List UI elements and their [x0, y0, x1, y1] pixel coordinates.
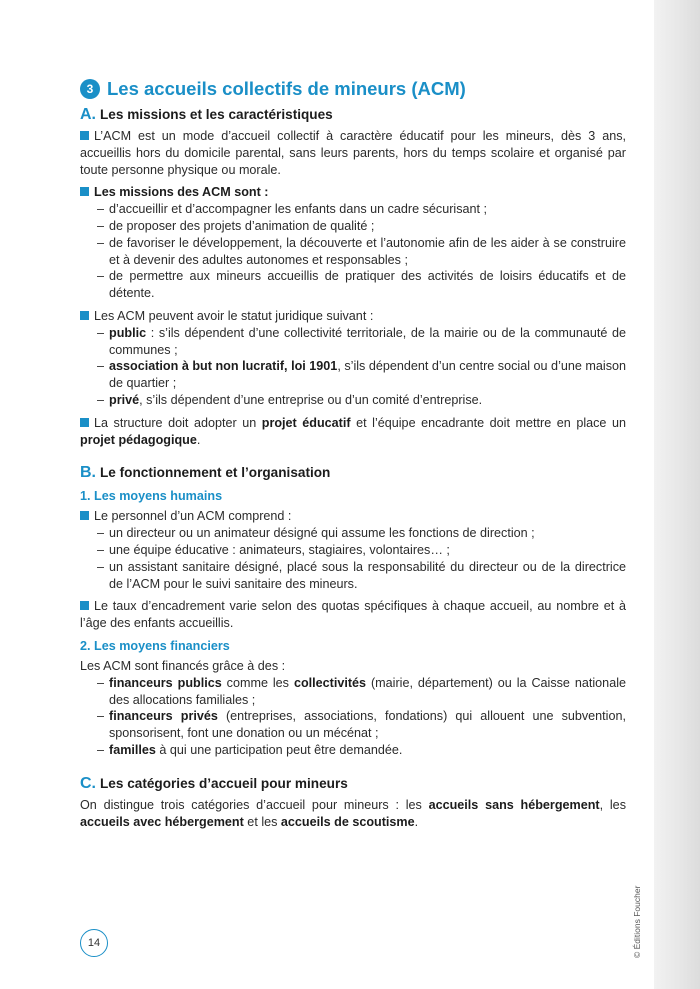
list-item: [97, 675, 626, 709]
bullet-square-icon: [80, 311, 89, 320]
list-item: [97, 708, 626, 742]
categories-text-1: On distingue trois catégories d’accueil pour mineurs : les: [80, 797, 429, 812]
section-a-heading: [80, 106, 626, 124]
acm-definition-text: L’ACM est un mode d’accueil collectif à caractère éducatif pour les mineurs, dès 3 ans, accueillis hors du domicile parental, sans leurs parents, hors du temps scolaire et organisé par toute personne physique ou morale.: [80, 129, 626, 177]
categories-bold-1: accueils sans hébergement: [428, 797, 600, 812]
ratio-text: Le taux d’encadrement varie selon des quotas spécifiques à chaque accueil, au nombre et à l’âge des enfants accueillis.: [80, 599, 626, 631]
status-intro: [80, 308, 626, 325]
fin-collectivites-label: collectivités: [293, 675, 367, 690]
status-association-label: association à but non lucratif, loi 1901: [109, 359, 338, 374]
status-public-text: : s’ils dépendent d’une collectivité territoriale, de la mairie ou de la communauté de communes ;: [109, 325, 626, 357]
categories-text-4: .: [414, 814, 419, 829]
chapter-title: [80, 78, 626, 100]
status-public-label: public: [109, 325, 147, 340]
bullet-square-icon: [80, 511, 89, 520]
missions-intro: [80, 184, 626, 201]
financing-list: [80, 675, 626, 759]
staff-intro: [80, 508, 626, 525]
ratio-paragraph: [80, 598, 626, 632]
subsection-financial-means: 2. Les moyens financiers: [80, 638, 230, 653]
categories-text-2: , les: [599, 797, 626, 812]
bullet-square-icon: [80, 418, 89, 427]
fin-families-label: familles: [109, 742, 156, 757]
list-item: – de permettre aux mineurs accueillis de pratiquer des activités de loisirs éducatifs et de détente.: [97, 268, 626, 302]
categories-paragraph: [80, 797, 626, 831]
section-b-letter: B.: [80, 464, 96, 482]
fin-private-text: (entreprises, associations, fondations) qui allouent une subvention, sponsorisent, font une donation ou un mécénat ;: [109, 709, 626, 741]
list-item: [97, 392, 626, 409]
section-a-title: Les missions et les caractéristiques: [100, 107, 333, 122]
list-item: – une équipe éducative : animateurs, stagiaires, volontaires… ;: [97, 542, 626, 559]
structure-bold-1: projet éducatif: [261, 415, 351, 430]
list-item: – de favoriser le développement, la découverte et l’autonomie afin de les aider à se construire et à devenir des adultes autonomes et responsables ;: [97, 235, 626, 269]
page-content: [80, 78, 626, 830]
page-gutter-shadow: [654, 0, 700, 989]
staff-list: [80, 525, 626, 592]
categories-bold-2: accueils avec hébergement: [80, 814, 244, 829]
structure-text-3: .: [196, 432, 201, 447]
status-intro-text: Les ACM peuvent avoir le statut juridique suivant :: [94, 308, 374, 323]
structure-bold-2: projet pédagogique: [80, 432, 197, 447]
list-item: – un directeur ou un animateur désigné qui assume les fonctions de direction ;: [97, 525, 626, 542]
subsection-human-means: 1. Les moyens humains: [80, 489, 223, 504]
publisher-credit: © Éditions Foucher: [632, 885, 642, 958]
bullet-square-icon: [80, 601, 89, 610]
structure-text-2: et l’équipe encadrante doit mettre en place un: [350, 415, 626, 430]
section-a-letter: A.: [80, 106, 96, 123]
financing-intro: Les ACM sont financés grâce à des :: [80, 658, 286, 673]
fin-public-label: financeurs publics: [109, 675, 222, 690]
list-item: – de proposer des projets d’animation de qualité ;: [97, 218, 626, 235]
fin-families-text: à qui une participation peut être demandée.: [155, 742, 403, 757]
bullet-square-icon: [80, 131, 89, 140]
status-association-text: , s’ils dépendent d’un centre social ou d’une maison de quartier ;: [109, 359, 626, 391]
fin-public-text-2: (mairie, département) ou la Caisse nationale des allocations familiales ;: [109, 675, 626, 707]
structure-text-1: La structure doit adopter un: [94, 415, 262, 430]
categories-text-3: et les: [243, 814, 281, 829]
chapter-title-text: Les accueils collectifs de mineurs (ACM): [107, 78, 466, 99]
status-private-label: privé: [109, 392, 140, 407]
list-item: [97, 325, 626, 359]
page-number: 14: [80, 929, 108, 957]
list-item: [97, 358, 626, 392]
section-c-letter: C.: [80, 774, 96, 792]
section-b-title: Le fonctionnement et l’organisation: [100, 465, 331, 481]
list-item: [97, 742, 626, 759]
status-list: [80, 325, 626, 409]
structure-paragraph: [80, 415, 626, 449]
missions-list: [80, 201, 626, 302]
list-item: – un assistant sanitaire désigné, placé sous la responsabilité du directeur ou de la directrice de l’ACM pour le suivi sanitaire des mineurs.: [97, 559, 626, 593]
section-c-heading: [80, 775, 626, 793]
fin-private-label: financeurs privés: [109, 709, 218, 724]
section-c-title: Les catégories d’accueil pour mineurs: [100, 775, 348, 791]
section-b-heading: [80, 464, 626, 482]
acm-definition: [80, 128, 626, 178]
fin-public-text-1: comme les: [221, 675, 294, 690]
staff-intro-text: Le personnel d’un ACM comprend :: [94, 509, 292, 524]
missions-intro-text: Les missions des ACM sont :: [94, 185, 269, 200]
list-item: – d’accueillir et d’accompagner les enfants dans un cadre sécurisant ;: [97, 201, 626, 218]
chapter-number-badge: 3: [80, 79, 100, 99]
bullet-square-icon: [80, 187, 89, 196]
categories-bold-3: accueils de scoutisme: [280, 814, 415, 829]
status-private-text: , s’ils dépendent d’une entreprise ou d’un comité d’entreprise.: [139, 392, 483, 407]
